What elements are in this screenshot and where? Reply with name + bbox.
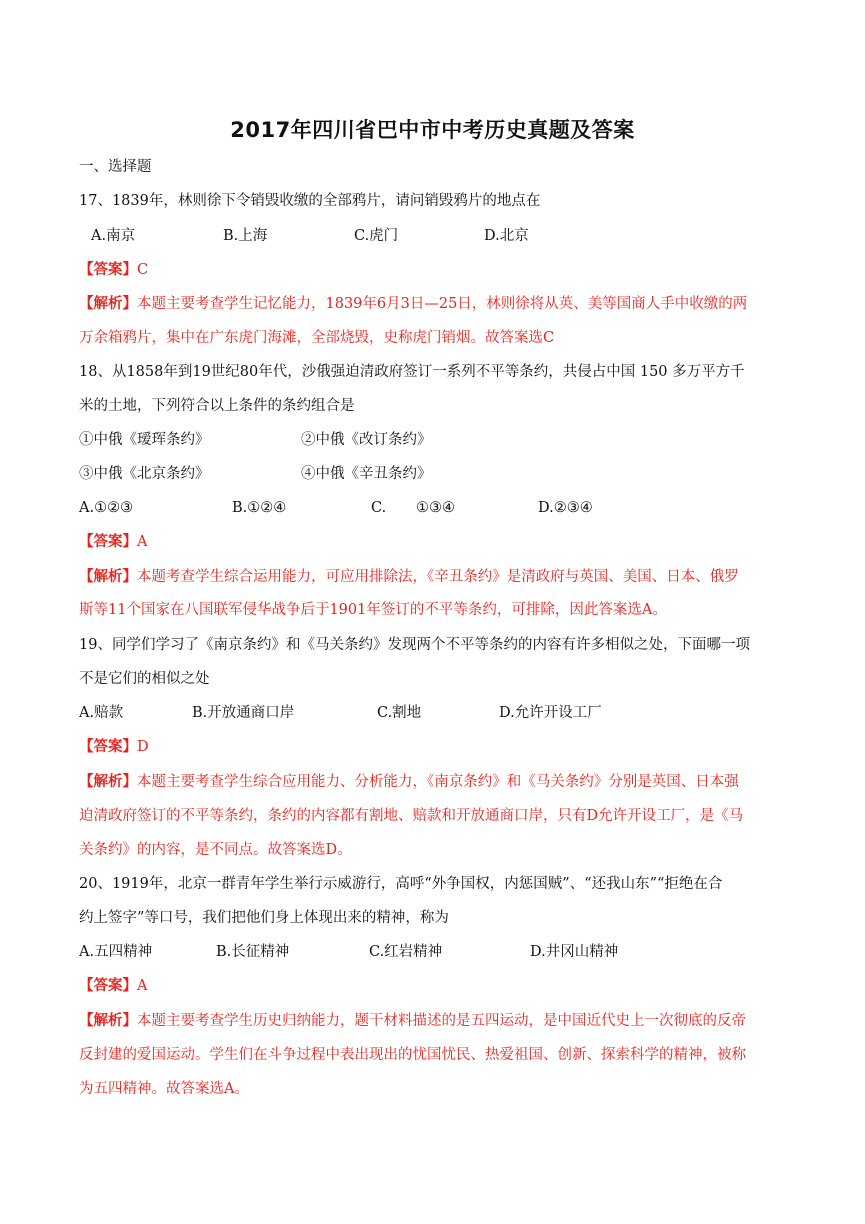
option-d: D.北京 [484,228,529,244]
option-c: C.割地 [377,705,422,721]
option-c: C.虎门 [354,228,399,244]
question-18-stem-line-1: 18、从1858年到19世纪80年代，沙俄强迫清政府签订一系列不平等条约，共侵占中国 150 多万平方千 [79,364,745,380]
option-a: A.南京 [91,228,136,244]
question-18-stem-line-2: 米的土地，下列符合以上条件的条约组合是 [79,398,355,414]
item-3: ③中俄《北京条约》 [79,466,210,482]
option-b: B.上海 [223,228,268,244]
question-19-stem-line-2: 不是它们的相似之处 [79,671,210,687]
question-18-analysis-line-1: 【解析】本题考查学生综合运用能力，可应用排除法，《辛丑条约》是清政府与英国、美国、日本、俄罗 [79,568,739,585]
option-a: A.①②③ [79,500,134,516]
question-20-analysis-line-1: 【解析】本题主要考查学生历史归纳能力，题干材料描述的是五四运动，是中国近代史上一次彻底的反帝 [79,1012,746,1029]
item-1: ①中俄《瑷珲条约》 [79,432,210,448]
question-20-stem-line-2: 约上签字”等口号，我们把他们身上体现出来的精神，称为 [79,910,449,926]
option-a: A.赔款 [79,705,124,721]
question-20-analysis-line-3: 为五四精神。故答案选A。 [79,1081,249,1097]
question-17-answer: 【答案】C [79,261,149,278]
option-b: B.开放通商口岸 [192,705,295,721]
section-heading: 一、选择题 [79,159,152,175]
option-c: C. [371,500,387,516]
question-17-analysis-line-1: 【解析】本题主要考查学生记忆能力，1839年6月3日—25日，林则徐将从英、美等国商人手中收缴的两 [79,295,748,312]
question-19-analysis-line-1: 【解析】本题主要考查学生综合应用能力、分析能力，《南京条约》和《马关条约》分别是英国、日本强 [79,773,739,790]
option-d: D.②③④ [538,500,593,516]
question-19-options [79,703,799,723]
option-b: B.长征精神 [216,944,290,960]
option-d: D.允许开设工厂 [499,705,602,721]
option-a: A.五四精神 [79,944,153,960]
question-19-answer: 【答案】D [79,738,149,755]
item-4: ④中俄《辛丑条约》 [301,466,432,482]
question-20-analysis-line-2: 反封建的爱国运动。学生们在斗争过程中表出现出的忧国忧民、热爱祖国、创新、探索科学的精神，被称 [79,1047,746,1063]
option-c: C.红岩精神 [369,944,443,960]
item-2: ②中俄《改订条约》 [301,432,432,448]
question-17-analysis-line-2: 万余箱鸦片，集中在广东虎门海滩，全部烧毁，史称虎门销烟。故答案选C [79,330,555,346]
option-c-value: ①③④ [416,500,455,516]
question-18-answer: 【答案】A [79,533,148,550]
question-18-options [79,498,799,518]
question-17-options [79,226,799,246]
question-19-analysis-line-3: 关条约》的内容，是不同点。故答案选D。 [79,842,352,858]
question-17-stem: 17、1839年，林则徐下令销毁收缴的全部鸦片，请问销毁鸦片的地点在 [79,193,541,209]
question-19-stem-line-1: 19、同学们学习了《南京条约》和《马关条约》发现两个不平等条约的内容有许多相似之处，下面哪一项 [79,637,750,653]
question-20-answer: 【答案】A [79,977,148,994]
option-b: B.①②④ [232,500,287,516]
question-18-analysis-line-2: 斯等11个国家在八国联军侵华战争后于1901年签订的不平等条约，可排除，因此答案选A。 [79,602,667,618]
option-d: D.井冈山精神 [530,944,619,960]
question-18-items-row-2 [79,464,799,484]
question-20-stem-line-1: 20、1919年，北京一群青年学生举行示威游行，高呼“外争国权，内惩国贼”、“还我山东”“拒绝在合 [79,876,723,892]
question-20-options [79,942,799,962]
document-title: 2017年四川省巴中市中考历史真题及答案 [230,118,635,142]
question-19-analysis-line-2: 迫清政府签订的不平等条约，条约的内容都有割地、赔款和开放通商口岸，只有D允许开设工厂，是《马 [79,808,744,824]
question-18-items-row-1 [79,430,799,450]
